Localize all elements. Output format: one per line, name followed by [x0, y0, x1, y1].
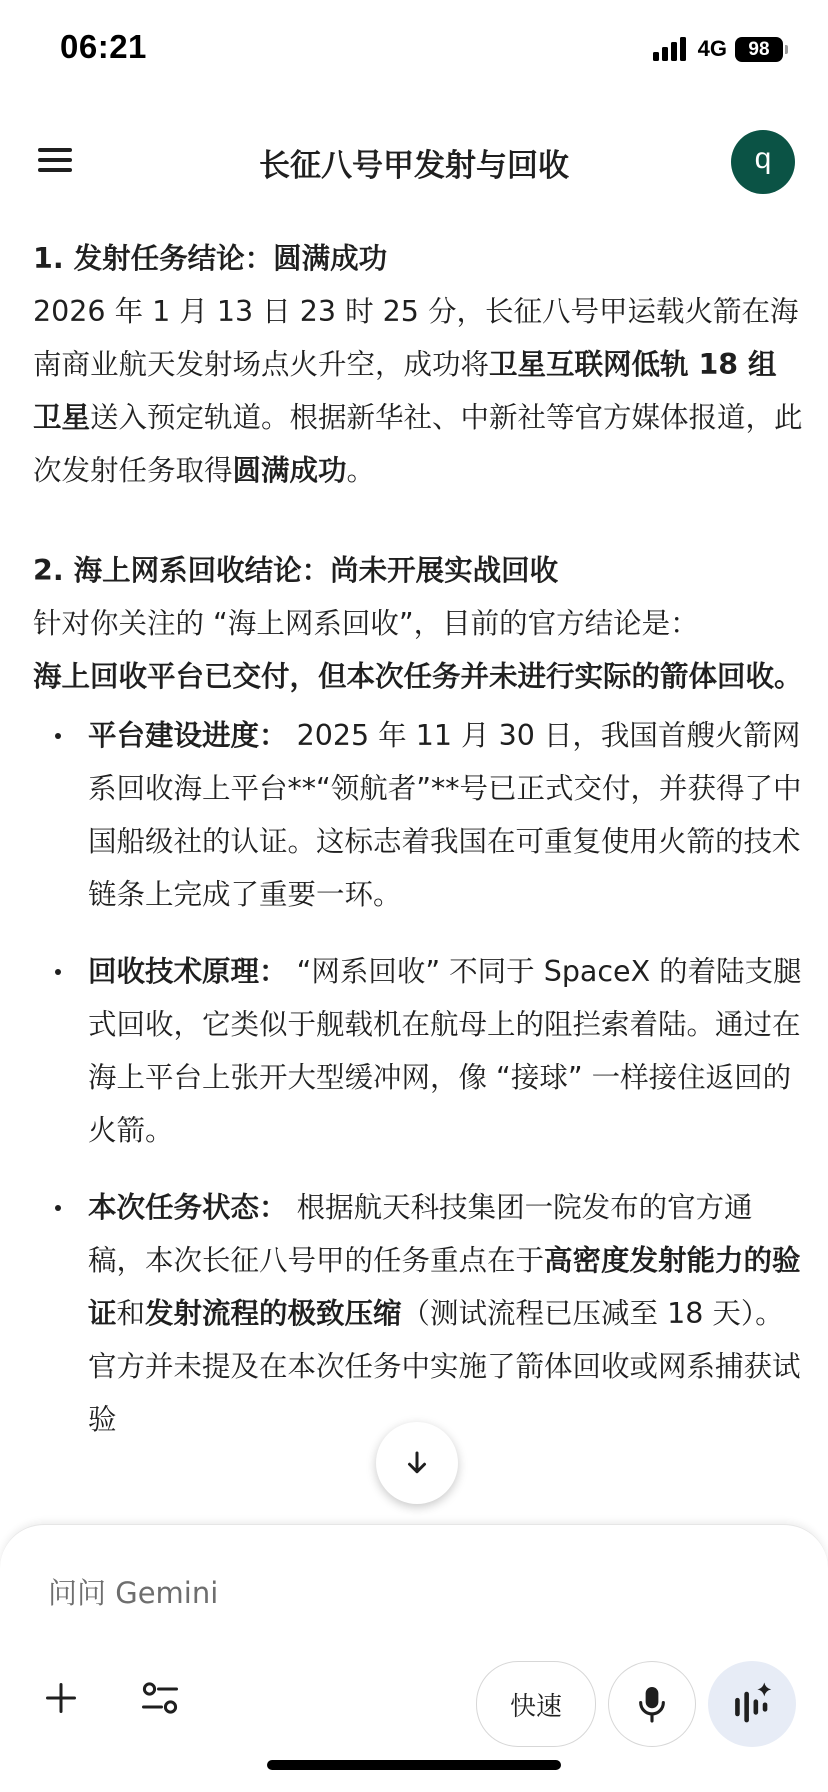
recovery-intro: 针对你关注的 “海上网系回收”，目前的官方结论是： — [33, 607, 699, 640]
status-time: 06:21 — [60, 28, 147, 65]
conversation-title[interactable]: 长征八号甲发射与回收 — [259, 148, 569, 184]
arrow-down-icon — [402, 1448, 432, 1478]
bullet-dot — [55, 969, 61, 975]
recovery-bullet-list — [33, 709, 803, 1446]
launch-text-bold-success: 圆满成功 — [232, 454, 347, 487]
network-type: 4G — [697, 36, 727, 61]
list-item — [33, 709, 803, 921]
bullet-bold-b: 发射流程的极致压缩 — [145, 1297, 402, 1330]
home-indicator — [267, 1760, 561, 1770]
scroll-to-bottom-button[interactable] — [376, 1422, 458, 1504]
bullet-text-b: 和 — [116, 1297, 146, 1330]
section-spacer — [33, 497, 803, 544]
launch-text-bold-satellite: 卫星互联网低轨 18 组卫星 — [33, 348, 777, 434]
prompt-input[interactable] — [48, 1569, 748, 1617]
bullet-bold-a: 高密度发射能力的验证 — [88, 1244, 801, 1330]
battery-level: 98 — [735, 37, 783, 62]
section-heading-launch: 1. 发射任务结论：圆满成功 — [33, 242, 388, 275]
prompt-composer — [0, 1524, 828, 1792]
list-item — [33, 1181, 803, 1446]
recovery-conclusion: 海上回收平台已交付，但本次任务并未进行实际的箭体回收。 — [33, 660, 803, 693]
voice-input-button[interactable] — [608, 1661, 696, 1747]
launch-text-e: 。 — [346, 454, 376, 487]
bullet-text: 2025 年 11 月 30 日，我国首艘火箭网系回收海上平台**“领航者”**号已正式交付，并获得了中国船级社的认证。这标志着我国在可重复使用火箭的技术链条上完成了重要一环。 — [88, 719, 802, 911]
response-content — [33, 232, 803, 1470]
bullet-dot — [55, 1205, 61, 1211]
list-item — [33, 945, 803, 1157]
model-mode-button[interactable]: 快速 — [476, 1661, 596, 1747]
tools-button[interactable] — [134, 1673, 186, 1723]
microphone-icon — [635, 1684, 669, 1724]
bullet-dot — [55, 733, 61, 739]
bullet-label: 回收技术原理： — [88, 955, 288, 988]
bullet-text-a: 根据航天科技集团一院发布的官方通稿，本次长征八号甲的任务重点在于 — [88, 1191, 753, 1277]
launch-paragraph — [33, 285, 803, 497]
bullet-label: 平台建设进度： — [88, 719, 288, 752]
sparkle-waveform-icon — [729, 1681, 775, 1727]
battery-icon — [735, 37, 788, 62]
tune-icon — [139, 1679, 181, 1717]
bullet-text: “网系回收” 不同于 SpaceX 的着陆支腿式回收，它类似于舰载机在航母上的阻拦索着陆。通过在海上平台上张开大型缓冲网，像 “接球” 一样接住返回的火箭。 — [88, 955, 802, 1147]
top-app-bar — [0, 120, 828, 200]
account-avatar[interactable]: q — [731, 130, 795, 194]
launch-text-a: 2026 年 1 月 13 日 23 时 25 分，长征八号甲运载火箭在海南商业航天发射场点火升空，成功将 — [33, 295, 799, 381]
status-indicators — [653, 36, 788, 62]
launch-text-c: 送入预定轨道。根据新华社、中新社等官方媒体报道，此次发射任务取得 — [33, 401, 803, 487]
plus-icon — [43, 1680, 79, 1716]
add-attachment-button[interactable] — [36, 1673, 86, 1723]
section-heading-recovery: 2. 海上网系回收结论：尚未开展实战回收 — [33, 554, 559, 587]
cellular-signal-icon — [653, 37, 686, 61]
battery-tip — [785, 45, 788, 54]
bullet-label: 本次任务状态： — [88, 1191, 288, 1224]
live-mode-button[interactable] — [708, 1661, 796, 1747]
status-bar — [0, 0, 828, 100]
bullet-text-c: （测试流程已压减至 18 天）。官方并未提及在本次任务中实施了箭体回收或网系捕获试验 — [88, 1297, 801, 1436]
